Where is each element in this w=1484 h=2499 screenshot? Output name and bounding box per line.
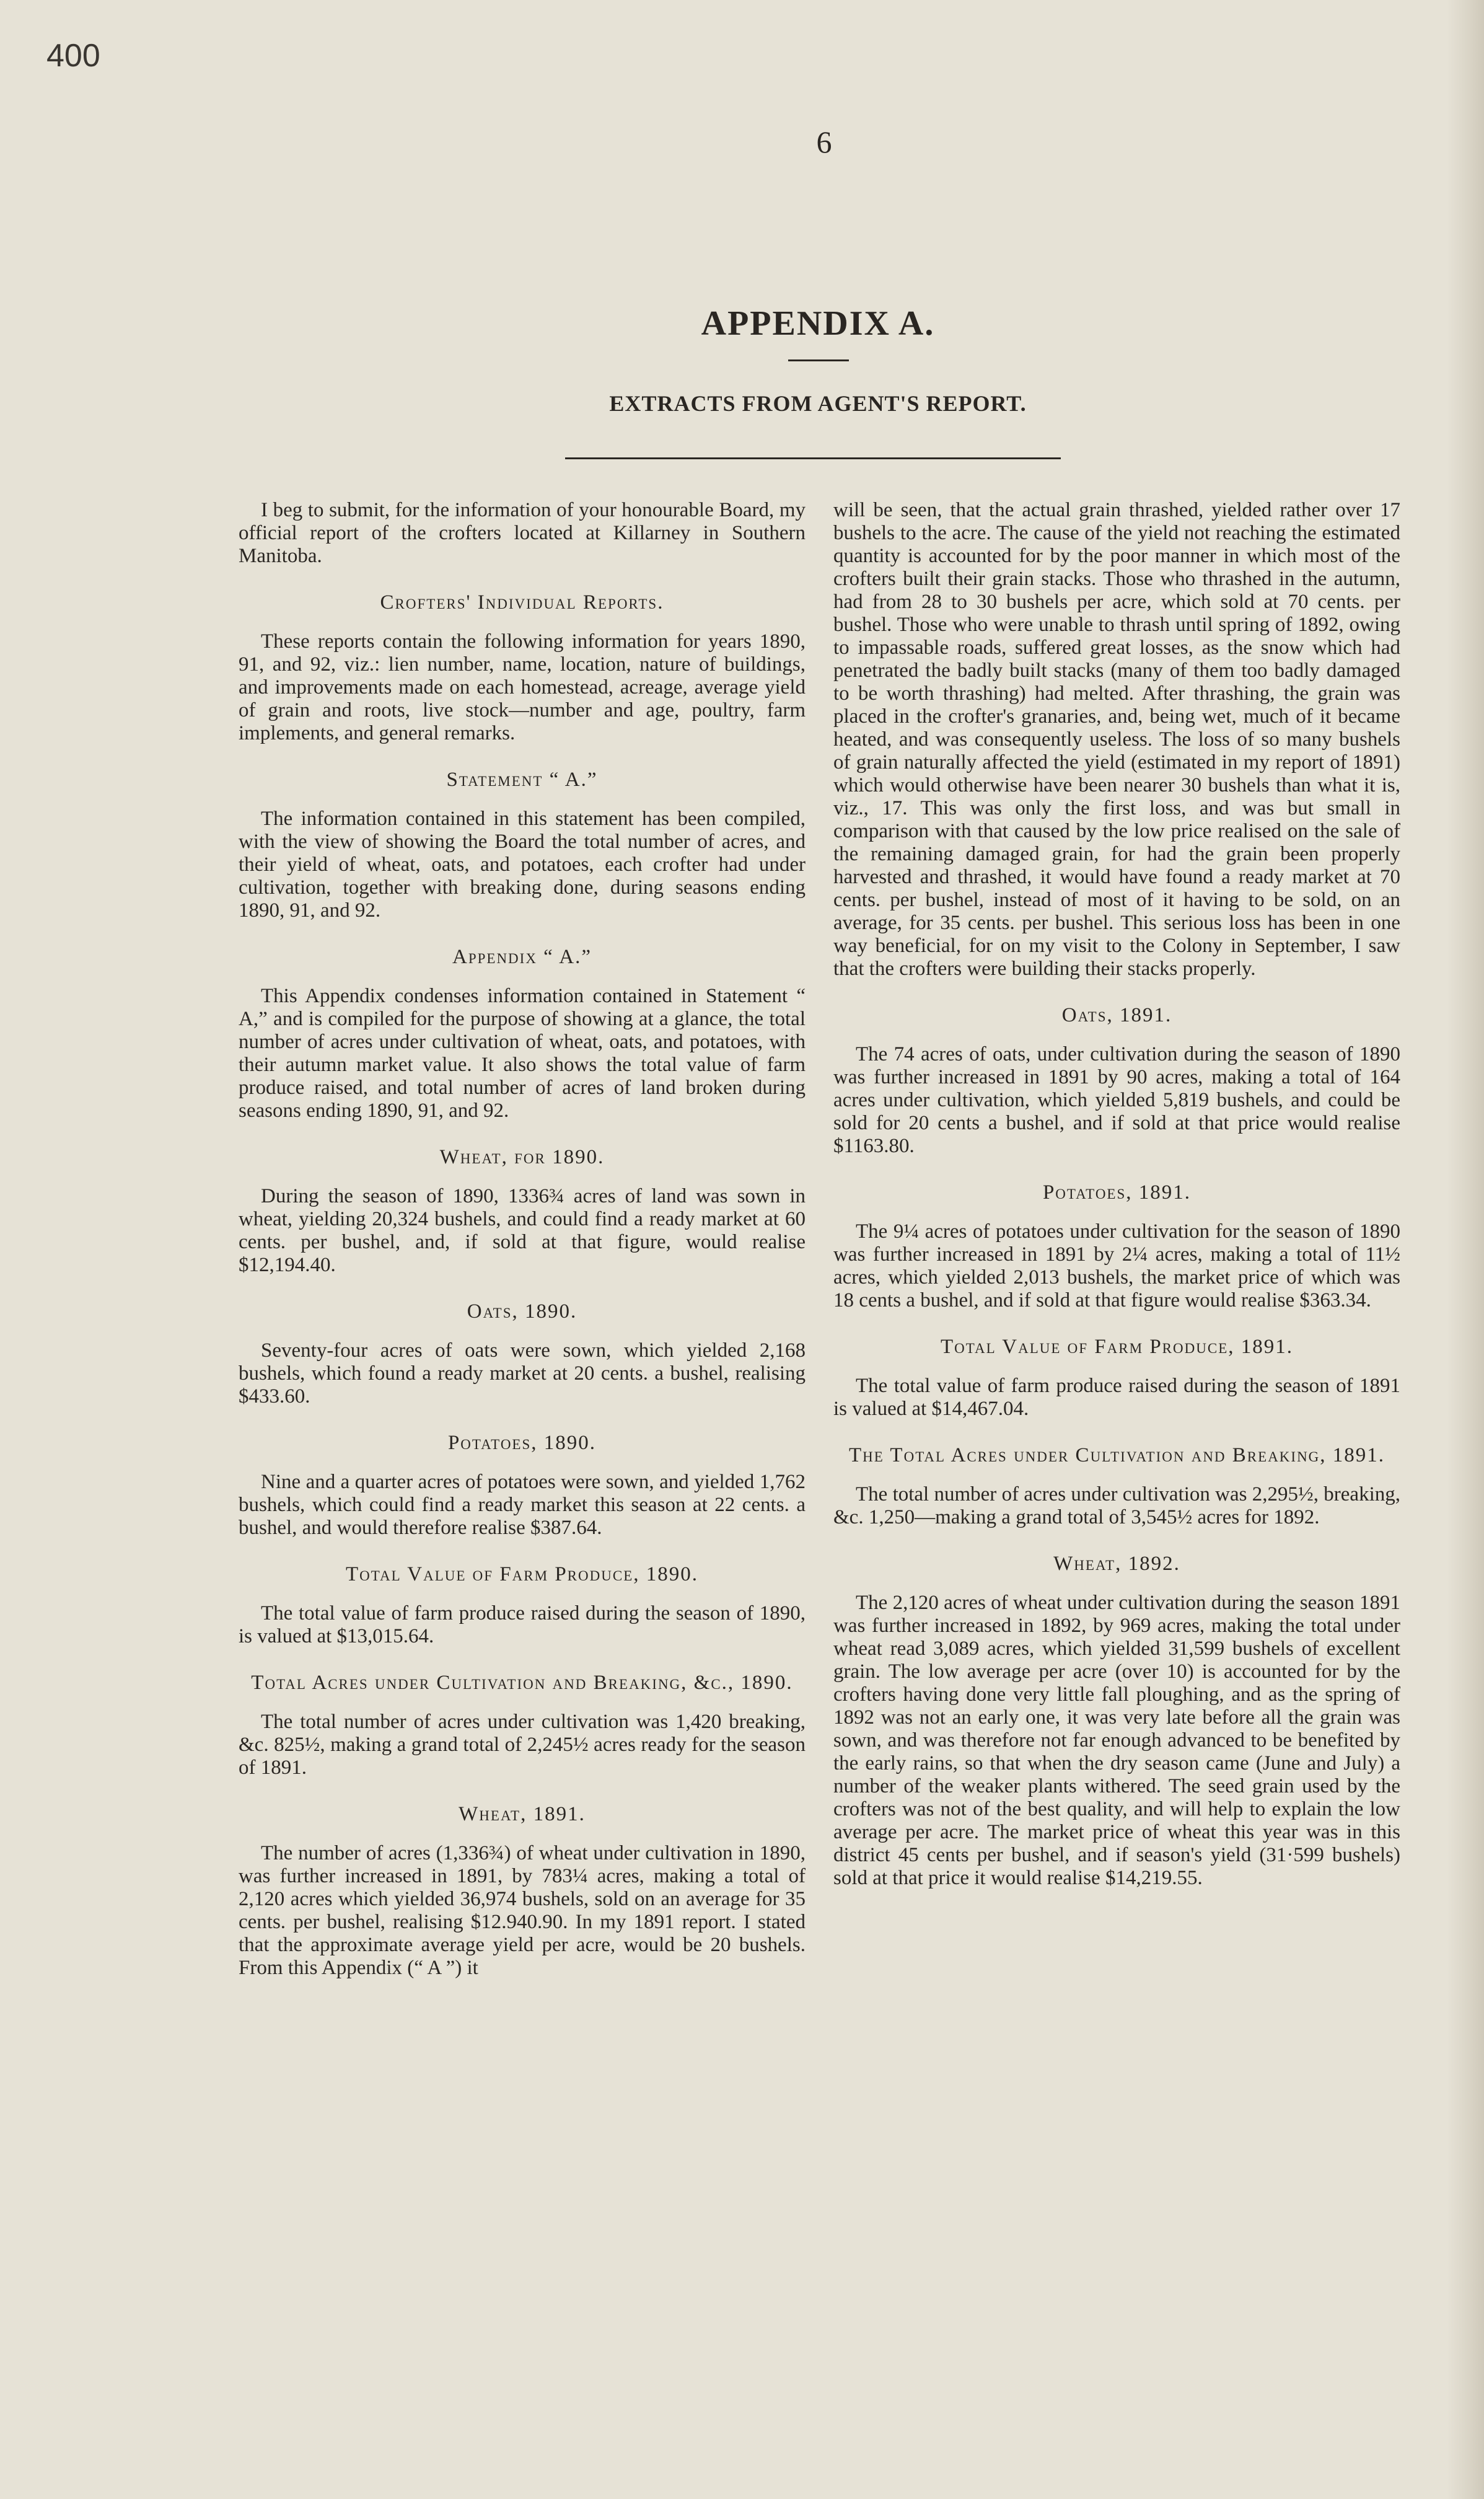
paragraph: The total value of farm produce raised during the season of 1890, is valued at $13,015.64. bbox=[239, 1602, 806, 1647]
page-edge bbox=[1447, 0, 1484, 2499]
paragraph: Nine and a quarter acres of potatoes were sown, and yielded 1,762 bushels, which could find a ready market this season at 22 cents. a bushel, and would therefore realise $387.64. bbox=[239, 1471, 806, 1539]
paragraph: The total number of acres under cultivation was 2,295½, breaking, &c. 1,250—making a grand total of 3,545½ acres for 1892. bbox=[833, 1483, 1400, 1528]
section-heading: Crofters' Individual Reports. bbox=[380, 591, 664, 614]
section-heading: Oats, 1890. bbox=[467, 1300, 577, 1323]
section-heading: The Total Acres under Cultivation and Breaking, 1891. bbox=[848, 1444, 1385, 1466]
intro-paragraph: I beg to submit, for the information of your honourable Board, my official report of the crofters located at Killarney in Southern Manitoba. bbox=[239, 499, 806, 567]
section-heading: Oats, 1891. bbox=[1061, 1004, 1172, 1026]
archive-page-number: 400 bbox=[46, 38, 100, 74]
paragraph: The 9¼ acres of potatoes under cultivation for the season of 1890 was further increased in 1891 by 2¼ acres, making a total of 11½ acres, which yielded 2,013 bushels, the market price of which was 18 cents a bushel, and if sold at that figure would realise $363.34. bbox=[833, 1220, 1400, 1311]
paragraph: These reports contain the following information for years 1890, 91, and 92, viz.: lien number, name, location, nature of buildings, and improvements made on each homestead, acreage, average yield of grain and roots, live stock—number and age, poultry, farm implements, and general remarks. bbox=[239, 630, 806, 744]
page-subtitle: EXTRACTS FROM AGENT'S REPORT. bbox=[609, 391, 1027, 416]
section-heading: Wheat, 1891. bbox=[459, 1803, 586, 1825]
section-heading: Potatoes, 1890. bbox=[447, 1432, 597, 1454]
paragraph: The 2,120 acres of wheat under cultivation during the season 1891 was further increased in 1892, by 969 acres, making the total under wheat read 3,089 acres, which yielded 31,599 bushels of excellent grain. The low average per acre (over 10) is accounted for by the crofters having done very little fall ploughing, and as the spring of 1892 was not an early one, it was very late before all the grain was sown, and was therefore not far enough advanced to be benefited by the early rains, so that when the dry season came (June and July) a number of the weaker plants withered. The seed grain used by the crofters was not of the best quality, and will help to explain the low average per acre. The market price of wheat this year was in this district 45 cents per bushel, and if season's yield (31·599 bushels) sold at that price it would realise $14,219.55. bbox=[833, 1592, 1400, 1889]
continued-paragraph: will be seen, that the actual grain thrashed, yielded rather over 17 bushels to the acre. The cause of the yield not reaching the estimated quantity is accounted for by the poor manner in which most of the crofters built their grain stacks. Those who thrashed in the autumn, had from 28 to 30 bushels per acre, which sold at 70 cents. per bushel. Those who were unable to thrash until spring of 1892, owing to impassable roads, suffered great losses, as the snow which had penetrated the badly built stacks (many of them too badly damaged to be worth thrashing) had melted. After thrashing, the grain was placed in the crofter's granaries, and, being wet, much of it became heated, and was consequently useless. The loss of so many bushels of grain naturally affected the yield (estimated in my report of 1891) which would otherwise have been nearer 30 bushels than what it is, viz., 17. This was only the first loss, and was but small in comparison with that caused by the low price realised on the sale of the remaining damaged grain, for had the grain been properly harvested and thrashed, it would have found a ready market at 70 cents. per bushel, instead of most of it having to be sold, on an average, for 35 cents. per bushel. This serious loss has been in one way beneficial, for on my visit to the Colony in September, I saw that the crofters were building their stacks properly. bbox=[833, 499, 1400, 980]
paragraph: The information contained in this statement has been compiled, with the view of showing the Board the total number of acres, and their yield of wheat, oats, and potatoes, each crofter had under cultivation, together with breaking done, during seasons ending 1890, 91, and 92. bbox=[239, 808, 806, 922]
section-heading: Total Value of Farm Produce, 1890. bbox=[345, 1563, 698, 1585]
section-heading: Appendix “ A.” bbox=[452, 946, 592, 968]
paragraph: The total value of farm produce raised during the season of 1891 is valued at $14,467.04. bbox=[833, 1375, 1400, 1420]
section-heading: Potatoes, 1891. bbox=[1042, 1181, 1192, 1204]
page-title: APPENDIX A. bbox=[701, 304, 935, 343]
section-heading: Statement “ A.” bbox=[446, 769, 598, 791]
paragraph: This Appendix condenses information contained in Statement “ A,” and is compiled for the purpose of showing at a glance, the total number of acres under cultivation of wheat, oats, and potatoes, with their autumn market value. It also shows the total value of farm produce raised, and total number of acres of land broken during seasons ending 1890, 91, and 92. bbox=[239, 985, 806, 1122]
page-number: 6 bbox=[816, 125, 832, 159]
section-heading: Total Acres under Cultivation and Breaking, &c., 1890. bbox=[251, 1672, 793, 1694]
title-divider bbox=[788, 359, 849, 361]
section-heading: Wheat, 1892. bbox=[1053, 1553, 1180, 1575]
section-heading: Wheat, for 1890. bbox=[439, 1146, 605, 1168]
paragraph: The number of acres (1,336¾) of wheat under cultivation in 1890, was further increased in 1891, by 783¼ acres, making a total of 2,120 acres which yielded 36,974 bushels, sold on an average for 35 cents. per bushel, realising $12.940.90. In my 1891 report. I stated that the approximate average yield per acre, would be 20 bushels. From this Appendix (“ A ”) it bbox=[239, 1842, 806, 1979]
paragraph: Seventy-four acres of oats were sown, which yielded 2,168 bushels, which found a ready market at 20 cents. a bushel, realising $433.60. bbox=[239, 1339, 806, 1408]
paragraph: During the season of 1890, 1336¾ acres of land was sown in wheat, yielding 20,324 bushels, and could find a ready market at 60 cents. per bushel, and, if sold at that figure, would realise $12,194.40. bbox=[239, 1185, 806, 1276]
paragraph: The 74 acres of oats, under cultivation during the season of 1890 was further increased in 1891 by 90 acres, making a total of 164 acres under cultivation, which yielded 5,819 bushels, and could be sold for 20 cents a bushel, and if sold at that price would realise $1163.80. bbox=[833, 1043, 1400, 1157]
section-divider bbox=[565, 457, 1061, 459]
right-column bbox=[833, 499, 1400, 1902]
paragraph: The total number of acres under cultivation was 1,420 breaking, &c. 825½, making a grand total of 2,245½ acres ready for the season of 1891. bbox=[239, 1711, 806, 1779]
section-heading: Total Value of Farm Produce, 1891. bbox=[940, 1336, 1293, 1358]
left-column bbox=[239, 499, 806, 1992]
